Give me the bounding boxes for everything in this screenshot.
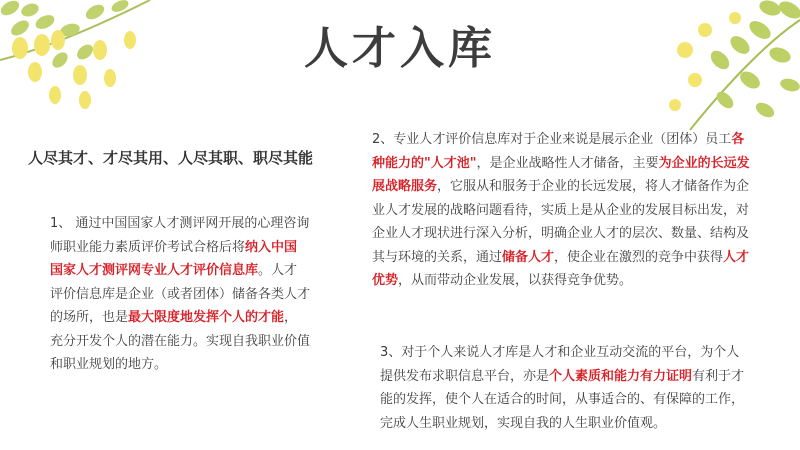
para3-text-2: 有利于才能的发挥，使个人在适合的时间，从事适合的、有保障的工作，完成人生职业规划，实现自我的人生职业价值观。 <box>380 368 745 431</box>
paragraph-enterprise-value <box>372 128 752 293</box>
paragraph-individual-intro <box>50 212 310 377</box>
page-title: 人才入库 <box>304 23 496 74</box>
para1-highlight-1: 纳入中国国家人才测评网专业人才评价信息库 <box>50 239 298 278</box>
para2-text-3: ，它服从和服务于企业的长远发展，将人才储备作为企业人才发展的战略问题看待，实质上是从企业的发展目标出发，对企业人才现状进行深入分析，明确企业人才的层次、数量、结构及其与环境的关系，通过 <box>372 179 750 265</box>
para2-highlight-2: 为企业的长远发展战略服务 <box>372 155 750 194</box>
para2-text-5: ，从而带动企业发展，以获得竞争优势。 <box>398 273 633 288</box>
para2-highlight-3: 储备人才 <box>502 249 555 265</box>
para1-text-2: 。人才评价信息库是企业（或者团体）储备各类人才的场所，也是 <box>50 263 311 325</box>
para2-text-2: ，是企业战略性人才储备，主要 <box>476 155 659 171</box>
para2-highlight-1: 各种能力的"人才池" <box>372 132 745 171</box>
para2-highlight-4: 人才优势 <box>372 249 750 288</box>
para3-highlight-1: 个人素质和能力有力证明 <box>549 368 693 384</box>
para3-text-1: 3、对于个人来说人才库是人才和企业互动交流的平台，为个人提供发布求职信息平台，亦是 <box>380 345 740 384</box>
slogan-subtitle: 人尽其才、才尽其用、人尽其职、职尽其能 <box>28 149 314 167</box>
para2-text-4: ，使企业在激烈的竞争中获得 <box>554 249 724 265</box>
paragraph-personal-value <box>380 341 752 435</box>
para2-text-1: 2、专业人才评价信息库对于企业来说是展示企业（团体）员工 <box>372 132 732 147</box>
para1-text-3: ，充分开发个人的潜在能力。实现自我职业价值和职业规划的地方。 <box>50 310 311 372</box>
para1-highlight-2: 最大限度地发挥个人的才能 <box>128 310 285 325</box>
para1-text-1: 1、 通过中国国家人才测评网开展的心理咨询师职业能力素质评价考试合格后将 <box>50 216 310 255</box>
